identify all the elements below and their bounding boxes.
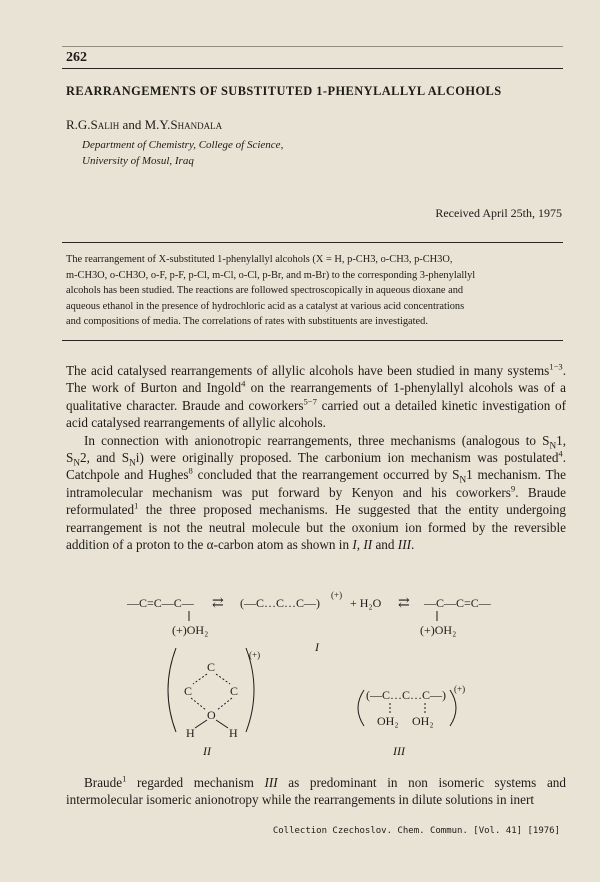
abstract-line: m-CH3O, o-CH3O, o-F, p-F, p-Cl, m-Cl, o-Cl, p-Br, and m-Br) to the corresponding 3-phenylallyl: [66, 269, 476, 281]
abstract-line: aqueous ethanol in the presence of hydrochloric acid as a catalyst at various acid concentrations: [66, 300, 465, 312]
scheme-left-oh2: (+)OH₂: [172, 623, 209, 637]
structure-label-ii: II: [203, 744, 211, 758]
ring-oxygen: O: [207, 708, 216, 722]
article-title: REARRANGEMENTS OF SUBSTITUTED 1-PHENYLALLYL ALCOHOLS: [66, 84, 502, 98]
reference: 1: [134, 500, 139, 511]
reference: 9: [510, 483, 516, 494]
reference: 4: [558, 448, 563, 459]
reference: 1: [122, 773, 127, 784]
scheme-water: + H₂O: [350, 596, 382, 610]
author-2: M.Y.Shandala: [144, 117, 223, 132]
bond-line: [216, 720, 228, 728]
structure-iii-oh2-left: OH₂: [377, 714, 399, 728]
bond-line: [191, 698, 206, 710]
reference: 4: [241, 379, 246, 390]
bond-line: [217, 698, 232, 710]
bond-line: [193, 674, 207, 684]
abstract-line: and compositions of media. The correlations of rates with substituents are investigated.: [66, 316, 428, 327]
ring-charge: (+): [249, 650, 261, 660]
structure-label-iii: III: [393, 744, 405, 758]
reference: 1−3: [549, 361, 563, 372]
bracket-right: [450, 690, 456, 726]
structure-iii-chain: (—C…C…C—): [366, 688, 447, 702]
scheme-right-oh2: (+)OH₂: [420, 623, 457, 637]
structure-label-i: I: [315, 640, 319, 654]
bond-line: [216, 674, 230, 684]
paragraph-3: Braude$^1$ regarded mechanism III as predominant in non isomeric systems and intermolecular isomeric anionotropy while the rearrangements in dilute solutions in inert: [66, 773, 566, 808]
paragraph-2: In connection with anionotropic rearrangements, three mechanisms (analogous to $S_N1$, $S_N2$, and $S_Ni$) were originally proposed. The carbonium ion mechanism was postulated$^4$. Catchpole and Hughes$^8$ concluded that the rearrangement occurred by $S_N1$ mechanism. The intramolecular mechanism was put forward by Kenyon and his coworkers$^9$. Braude reformulated$^1$ the three proposed mechanisms. He suggested that the entity undergoing rearrangement is not the neutral molecule but the oxonium ion formed by the reversible addition of a proton to the α-carbon atom as shown in I, II and III.: [66, 432, 567, 553]
abstract-line: alcohols has been studied. The reactions are followed spectroscopically in aqueous dioxane and: [66, 285, 464, 296]
reference: 5−7: [303, 396, 317, 407]
scheme-charge: (+): [331, 590, 343, 600]
journal-footer: Collection Czechoslov. Chem. Commun. [Vol. 41] [1976]: [272, 826, 560, 836]
ring-carbon-top: C: [207, 660, 216, 674]
abstract-line: The rearrangement of X-substituted 1-phenylallyl alcohols (X = H, p-CH3, o-CH3, p-CH3O,: [66, 254, 453, 265]
structure-iii-oh2-right: OH₂: [412, 714, 434, 728]
ring-carbon-right: C: [230, 684, 239, 698]
affiliation-line-2: University of Mosul, Iraq: [82, 155, 194, 167]
body-text-continued: [66, 774, 566, 809]
scheme-middle-ion: (—C…C…C—): [240, 596, 321, 610]
author-conjunction: and: [122, 117, 142, 132]
equilibrium-arrow-1: ⇄: [212, 596, 224, 611]
bracket-left: [358, 690, 364, 726]
affiliation-line-1: Department of Chemistry, College of Science,: [82, 139, 284, 151]
ring-carbon-left: C: [184, 684, 193, 698]
author-1: R.G.Salih: [66, 117, 120, 132]
received-date: Received April 25th, 1975: [435, 206, 562, 220]
reference: 8: [188, 466, 193, 477]
structure-iii-charge: (+): [454, 684, 466, 694]
scheme-left-chain: —C=C—C—: [127, 596, 194, 610]
paragraph-1: The acid catalysed rearrangements of allylic alcohols have been studied in many systems$^{1-3}$. The work of Burton and Ingold$^4$ on the rearrangements of 1-phenylallyl alcohols was of a qualitative character. Braude and coworkers$^{5-7}$ carried out a detailed kinetic investigation of acid catalysed rearrangements of allylic alcohols.: [66, 361, 566, 431]
scheme-right-chain: —C—C=C—: [424, 596, 491, 610]
page-number: 262: [66, 50, 87, 65]
bracket-right: [246, 648, 254, 732]
ring-hydrogen-right: H: [229, 726, 238, 740]
ring-hydrogen-left: H: [186, 726, 195, 740]
equilibrium-arrow-2: ⇄: [398, 596, 410, 611]
bond-line: [195, 720, 207, 728]
bracket-left: [168, 648, 176, 732]
